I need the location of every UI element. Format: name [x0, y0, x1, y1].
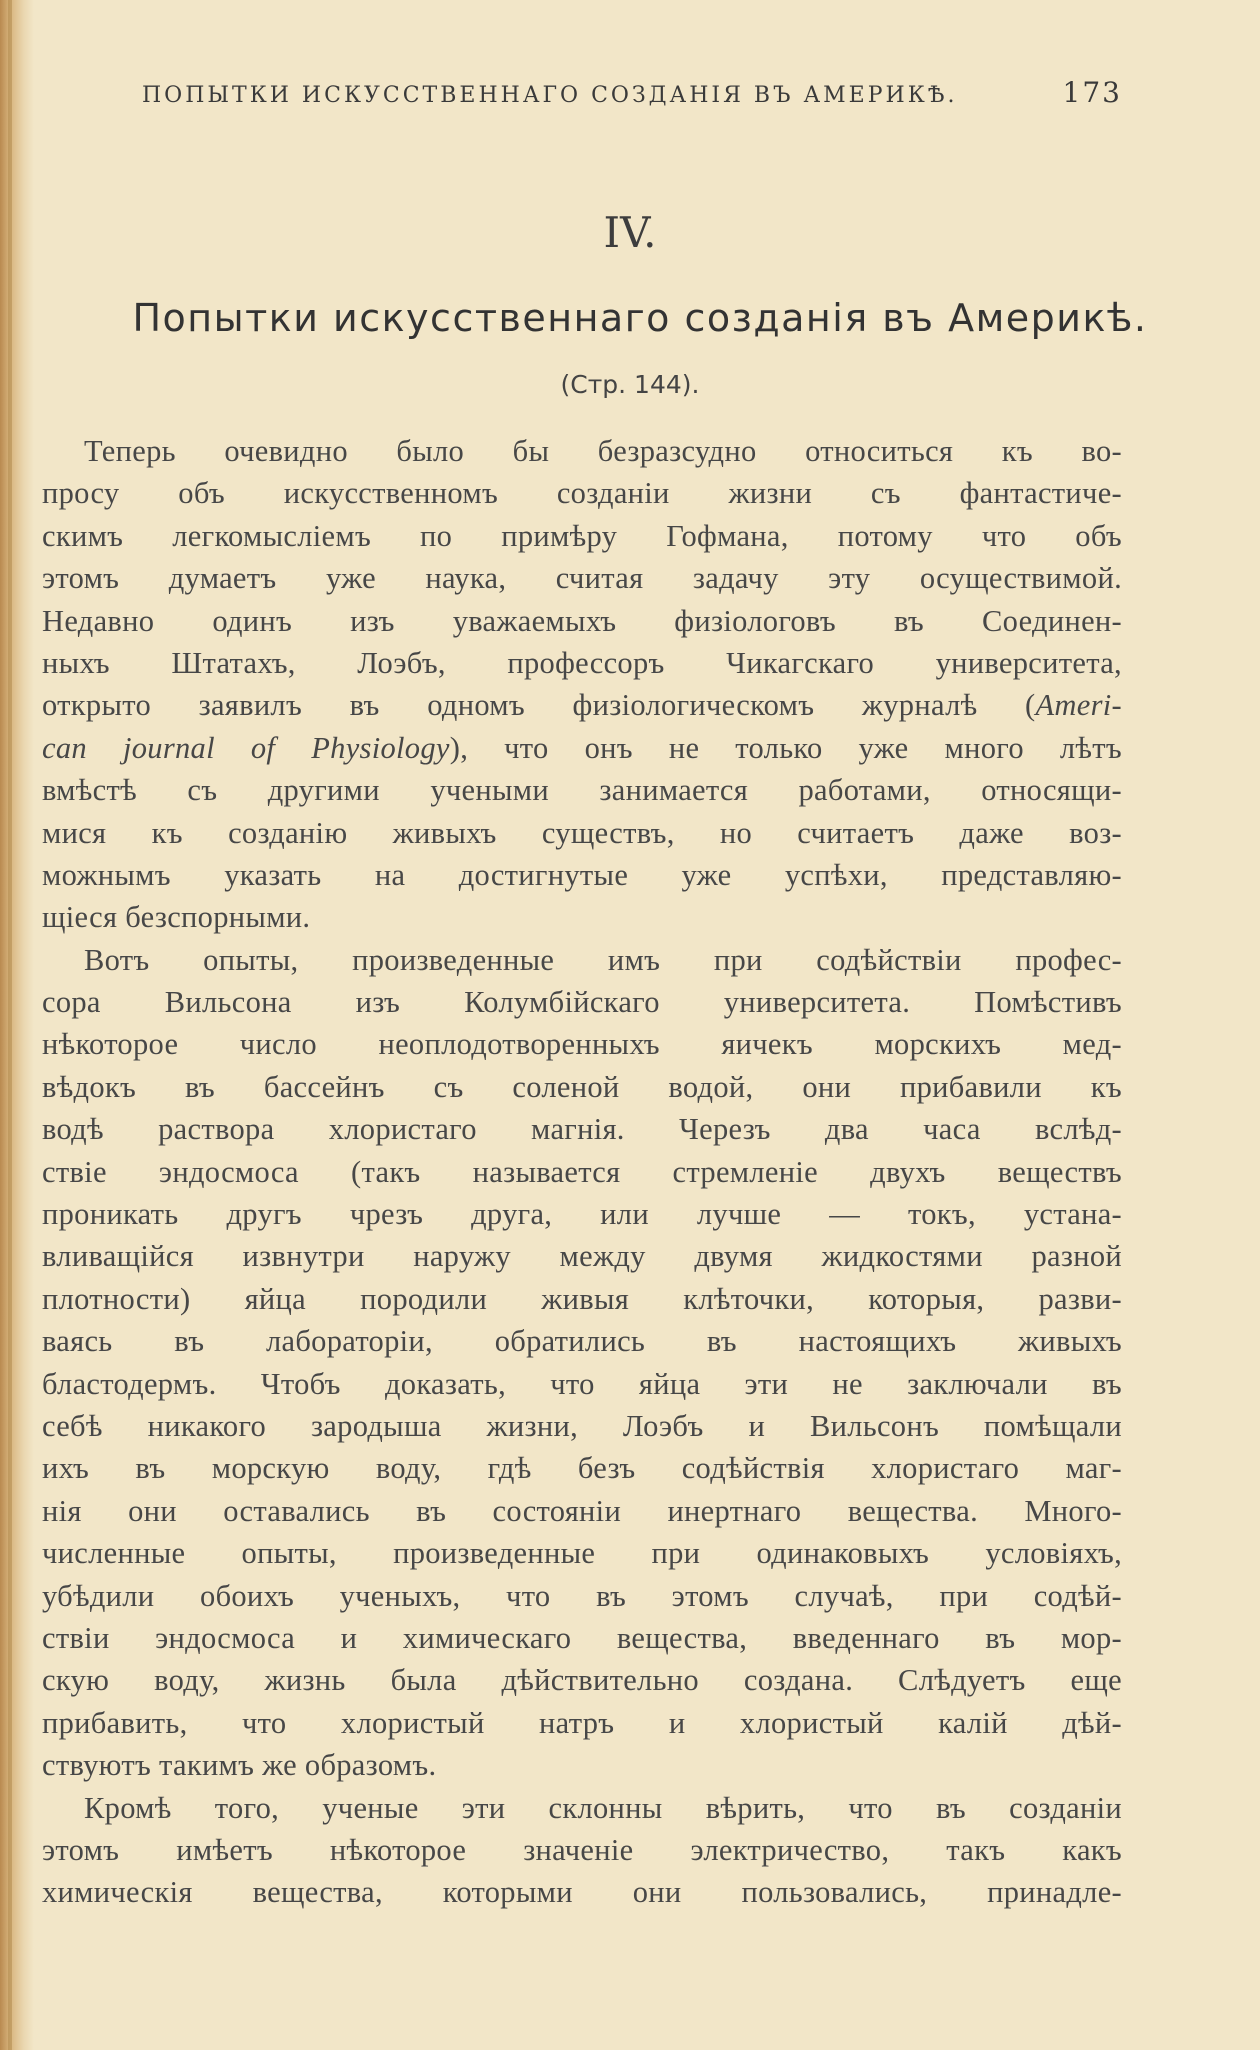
text-line: прибавить, что хлористый натръ и хлористый калій дѣй- [42, 1705, 1122, 1740]
text-line: плотности) яйца породили живыя клѣточки, которыя, разви- [42, 1281, 1122, 1316]
text-line: этомъ думаетъ уже наука, считая задачу эту осуществимой. [42, 561, 1122, 596]
running-title: ПОПЫТКИ ИСКУССТВЕННАГО СОЗДАНІЯ ВЪ АМЕРИКѢ. [142, 83, 958, 108]
text-line: Недавно одинъ изъ уважаемыхъ физіологовъ въ Соединен- [42, 603, 1122, 638]
binding-shadow [0, 0, 34, 2050]
text-line: численные опыты, произведенные при одинаковыхъ условіяхъ, [42, 1536, 1122, 1571]
text-line: бластодермъ. Чтобъ доказать, что яйца эти не заключали въ [42, 1366, 1122, 1401]
text-line: нія они оставались въ состояніи инертнаго вещества. Много- [42, 1493, 1122, 1528]
text-line: Теперь очевидно было бы безразсудно относиться къ во- [84, 434, 1122, 468]
text-line: проникать другъ чрезъ друга, или лучше — токъ, устана- [42, 1197, 1122, 1232]
text-line: ваясь въ лабораторіи, обратились въ настоящихъ живыхъ [42, 1324, 1122, 1359]
section-number: IV. [603, 208, 657, 257]
italic-journal-title: can journal of Physiology [42, 730, 450, 765]
text-line [42, 684, 1122, 726]
section-title: Попытки искусственнаго созданія въ Америкѣ. [132, 296, 1148, 340]
text-line: вливащійся извнутри наружу между двумя жидкостями разной [42, 1239, 1122, 1274]
text-line: ихъ въ морскую воду, гдѣ безъ содѣйствія хлористаго маг- [42, 1451, 1122, 1486]
text-line: скимъ легкомысліемъ по примѣру Гофмана, потому что объ [42, 518, 1122, 553]
page-number: 173 [1062, 76, 1122, 109]
text-line: Кромѣ того, ученые эти склонны вѣрить, что въ созданіи [84, 1790, 1122, 1825]
text-line: убѣдили обоихъ ученыхъ, что въ этомъ случаѣ, при содѣй- [42, 1578, 1122, 1613]
text-line: себѣ никакого зародыша жизни, Лоэбъ и Вильсонъ помѣщали [42, 1408, 1122, 1443]
text-line: сора Вильсона изъ Колумбійскаго университета. Помѣстивъ [42, 985, 1122, 1020]
text-line: ныхъ Штатахъ, Лоэбъ, профессоръ Чикагскаго университета, [42, 645, 1122, 680]
binding-edge [8, 0, 12, 2050]
text-line: вѣдокъ въ бассейнъ съ соленой водой, они прибавили къ [42, 1069, 1122, 1104]
section-reference: (Стр. 144). [560, 370, 700, 399]
text-line: скую воду, жизнь была дѣйствительно создана. Слѣдуетъ еще [42, 1663, 1122, 1698]
text-line: ствуютъ такимъ же образомъ. [42, 1748, 437, 1783]
text-line: Вотъ опыты, произведенные имъ при содѣйствіи профес- [84, 942, 1122, 977]
text-segment: открыто заявилъ въ одномъ физіологическомъ журналѣ ( [42, 688, 1036, 723]
text-line: водѣ раствора хлористаго магнія. Черезъ два часа вслѣд- [42, 1112, 1122, 1147]
text-line: химическія вещества, которыми они пользовались, принадле- [42, 1875, 1122, 1910]
text-line: можнымъ указать на достигнутые уже успѣхи, представляю- [42, 857, 1122, 892]
running-header [142, 76, 1122, 116]
text-line: просу объ искусственномъ созданіи жизни съ фантастиче- [42, 476, 1122, 511]
text-line: нѣкоторое число неоплодотворенныхъ яичекъ морскихъ мед- [42, 1027, 1122, 1062]
text-segment: ), что онъ не только уже много лѣтъ [449, 730, 1122, 765]
body-text [42, 430, 1122, 1914]
text-line: ствіе эндосмоса (такъ называется стремленіе двухъ веществъ [42, 1154, 1122, 1189]
text-line: щіеся безспорными. [42, 900, 311, 935]
text-line [42, 727, 1122, 769]
italic-fragment: Ameri- [1035, 688, 1122, 723]
text-line: этомъ имѣетъ нѣкоторое значеніе электричество, такъ какъ [42, 1832, 1122, 1867]
text-line: вмѣстѣ съ другими учеными занимается работами, относящи- [42, 773, 1122, 808]
text-line: ствіи эндосмоса и химическаго вещества, введеннаго въ мор- [42, 1620, 1122, 1655]
text-line: мися къ созданію живыхъ существъ, но считаетъ даже воз- [42, 815, 1122, 850]
